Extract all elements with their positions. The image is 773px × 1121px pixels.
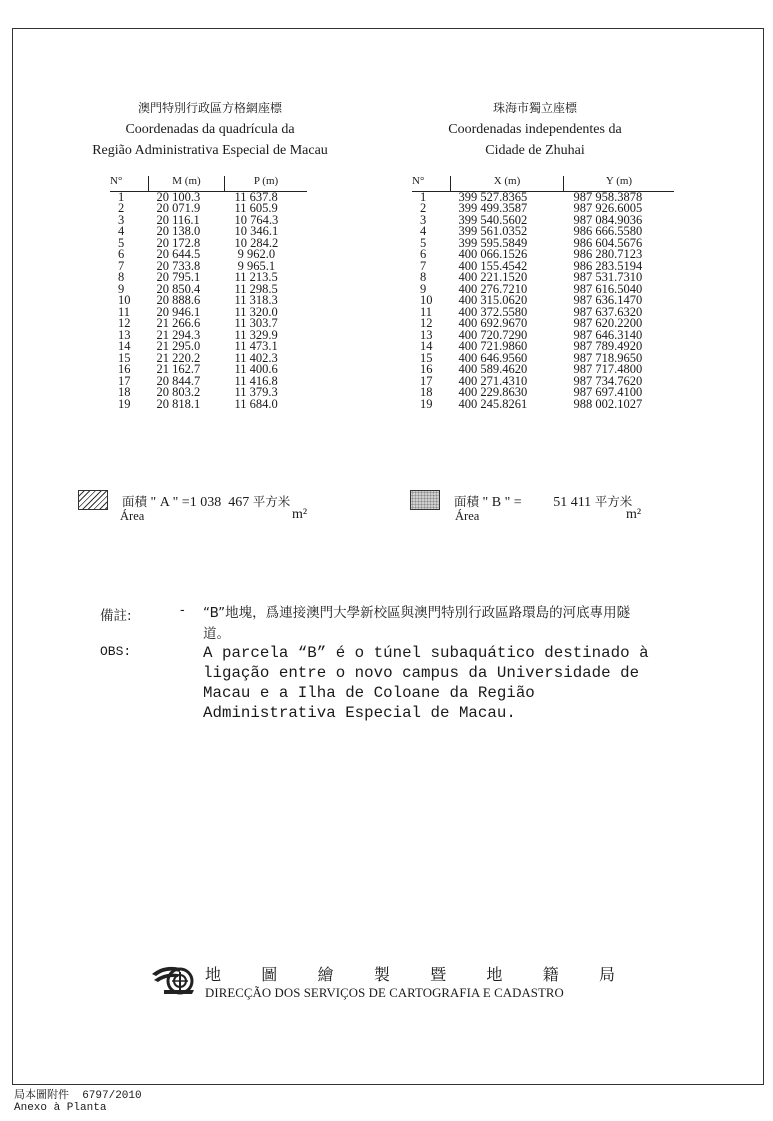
department-name-zh (205, 962, 615, 985)
macau-coord-row (110, 238, 307, 250)
macau-coordinates-table (110, 176, 307, 410)
macau-coord-cell: 11 400.6 (234, 362, 278, 376)
zhuhai-coord-cell: 987 637.6320 (573, 304, 643, 319)
zhuhai-coord-cell: 987 620.2200 (573, 316, 643, 330)
zhuhai-coord-cell: 986 280.7123 (573, 247, 643, 261)
zhuhai-coord-cell: 16 (420, 362, 433, 376)
dscc-logo-icon (150, 962, 198, 996)
department-zh-char: 籍 (542, 965, 559, 984)
col-header-n: N° (412, 176, 451, 191)
macau-coord-cell: 20 946.1 (156, 304, 201, 319)
macau-coord-cell: 11 303.7 (234, 316, 278, 330)
zhuhai-coord-cell: 15 (420, 350, 433, 365)
macau-coord-cell: 11 416.8 (234, 373, 278, 388)
footer-zh: 局本圖附件 (14, 1088, 69, 1101)
zhuhai-coord-cell: 11 (420, 304, 433, 319)
macau-coord-cell: 10 764.3 (234, 212, 279, 227)
macau-coord-cell: 11 379.3 (234, 385, 278, 399)
macau-coord-cell: 11 (118, 304, 131, 319)
macau-coord-cell: 20 116.1 (156, 212, 200, 227)
header-macau-zh: 澳門特別行政區方格網座標 (137, 101, 282, 115)
zhuhai-coord-cell: 12 (420, 316, 433, 330)
zhuhai-coord-cell: 400 720.7290 (458, 327, 528, 342)
department-zh-char: 圖 (261, 965, 278, 984)
zhuhai-coord-cell: 400 155.4542 (458, 258, 528, 273)
zhuhai-coord-cell: 987 734.7620 (573, 373, 643, 388)
department-zh-char: 地 (486, 965, 503, 984)
zhuhai-coord-cell: 988 002.1027 (573, 396, 643, 411)
zhuhai-coord-cell: 1 (420, 189, 427, 204)
header-macau-line2: Região Administrativa Especial de Macau (92, 143, 328, 158)
col-header-n: N° (110, 176, 149, 191)
area-a-unit: m² (292, 507, 308, 522)
zhuhai-coord-cell: 987 084.9036 (573, 212, 643, 227)
zhuhai-coord-cell: 987 789.4920 (573, 339, 643, 353)
footer-annex (14, 1089, 142, 1114)
zhuhai-coord-cell: 399 527.8365 (458, 189, 528, 204)
zhuhai-coord-cell: 400 589.4620 (458, 362, 528, 376)
header-zhuhai-line1: Coordenadas independentes da (448, 122, 622, 137)
zhuhai-coord-cell: 14 (420, 339, 433, 353)
zhuhai-coord-cell: 8 (420, 270, 427, 284)
macau-coord-cell: 20 803.2 (156, 385, 201, 399)
department-zh-char: 繪 (317, 965, 334, 984)
zhuhai-coord-cell: 17 (420, 373, 433, 388)
macau-coord-cell: 20 071.9 (156, 201, 201, 215)
zhuhai-coord-cell: 987 926.6005 (573, 201, 643, 215)
notes-pt-text: A parcela “B” é o túnel subaquático destinado à ligação entre o novo campus da Universidade de Macau e a Ilha de Coloane da Região Administrativa Especial de Macau. (203, 644, 649, 722)
zhuhai-coordinates-table (412, 176, 674, 410)
zhuhai-coord-cell: 987 958.3878 (573, 189, 643, 204)
area-b-parcel: " B " (482, 495, 511, 510)
macau-coord-cell: 11 329.9 (234, 327, 278, 342)
zhuhai-coord-cell: 986 283.5194 (573, 258, 643, 273)
zhuhai-coord-cell: 399 540.5602 (458, 212, 528, 227)
zhuhai-coord-cell: 987 531.7310 (573, 270, 643, 284)
department-name-pt: DIRECÇÃO DOS SERVIÇOS DE CARTOGRAFIA E CADASTRO (205, 986, 564, 1000)
macau-coord-row (110, 249, 307, 261)
zhuhai-coord-cell: 987 636.1470 (573, 293, 643, 307)
macau-coord-cell: 17 (118, 373, 131, 388)
department-zh-char: 暨 (430, 965, 447, 984)
macau-coord-cell: 2 (118, 201, 125, 215)
parcel-b-dotted-swatch (410, 490, 440, 510)
parcel-a-hatch-swatch (78, 490, 108, 510)
macau-coord-cell: 4 (118, 224, 125, 238)
header-macau-line1: Coordenadas da quadrícula da (125, 122, 295, 137)
macau-coord-cell: 20 644.5 (156, 247, 201, 261)
macau-coord-cell: 20 888.6 (156, 293, 201, 307)
macau-coord-cell: 20 844.7 (156, 373, 201, 388)
zhuhai-coord-cell: 7 (420, 258, 427, 273)
zhuhai-coord-cell: 2 (420, 201, 427, 215)
zhuhai-coord-cell: 400 229.8630 (458, 385, 528, 399)
macau-coord-cell: 9 962.0 (234, 247, 276, 261)
area-b-pt-label: Área (455, 509, 480, 523)
area-a-pt-label: Área (120, 509, 145, 523)
macau-coord-cell: 21 220.2 (156, 350, 201, 365)
macau-coord-cell: 20 172.8 (156, 235, 201, 250)
col-header-x: X (m) (451, 176, 564, 191)
macau-coord-cell: 5 (118, 235, 125, 250)
zhuhai-coord-row (412, 399, 674, 411)
header-zhuhai-grid (420, 98, 650, 161)
macau-coord-cell: 20 138.0 (156, 224, 201, 238)
zhuhai-coord-cell: 9 (420, 281, 427, 296)
zhuhai-coord-cell: 5 (420, 235, 427, 250)
header-macau-grid (60, 98, 360, 161)
macau-coord-cell: 11 320.0 (234, 304, 278, 319)
zhuhai-coord-cell: 19 (420, 396, 433, 411)
zhuhai-coord-cell: 400 276.7210 (458, 281, 528, 296)
zhuhai-coord-cell: 986 666.5580 (573, 224, 643, 238)
zhuhai-coord-cell: 10 (420, 293, 433, 307)
notes-dash: - (180, 603, 185, 618)
area-a-parcel: " A " (150, 495, 179, 510)
zhuhai-coord-cell: 399 595.5849 (458, 235, 528, 250)
footer-pt: Anexo à Planta (14, 1102, 107, 1114)
macau-coord-cell: 11 637.8 (234, 189, 278, 204)
area-a-value: 1 038 467 (189, 495, 250, 510)
area-a-zh-label: 面積 (122, 494, 148, 509)
macau-coord-cell: 10 (118, 293, 131, 307)
macau-coord-cell: 16 (118, 362, 131, 376)
macau-coord-cell: 14 (118, 339, 131, 353)
zhuhai-coord-cell: 400 372.5580 (458, 304, 528, 319)
macau-coord-cell: 11 213.5 (234, 270, 278, 284)
macau-coord-cell: 11 298.5 (234, 281, 278, 296)
zhuhai-coord-cell: 13 (420, 327, 433, 342)
macau-coord-cell: 15 (118, 350, 131, 365)
macau-coord-cell: 9 965.1 (234, 258, 276, 273)
macau-coord-cell: 20 795.1 (156, 270, 201, 284)
zhuhai-coord-cell: 987 697.4100 (573, 385, 643, 399)
col-header-m: M (m) (149, 176, 225, 191)
macau-coord-cell: 21 294.3 (156, 327, 201, 342)
macau-coord-cell: 11 318.3 (234, 293, 278, 307)
macau-coord-cell: 21 162.7 (156, 362, 201, 376)
department-zh-char: 地 (205, 965, 222, 984)
col-header-p: P (m) (225, 176, 308, 191)
macau-coord-cell: 6 (118, 247, 125, 261)
macau-coord-cell: 20 818.1 (156, 396, 201, 411)
notes-obs-label: OBS: (100, 644, 132, 659)
header-zhuhai-zh: 珠海市獨立座標 (492, 101, 577, 115)
zhuhai-coord-cell: 400 271.4310 (458, 373, 528, 388)
macau-coord-row (110, 399, 307, 411)
macau-coord-cell: 19 (118, 396, 131, 411)
macau-coord-cell: 20 850.4 (156, 281, 201, 296)
zhuhai-coord-cell: 6 (420, 247, 427, 261)
macau-coord-cell: 21 266.6 (156, 316, 201, 330)
zhuhai-coord-cell: 400 066.1526 (458, 247, 528, 261)
department-zh-char: 局 (598, 965, 615, 984)
macau-coord-cell: 20 100.3 (156, 189, 201, 204)
zhuhai-coord-cell: 400 646.9560 (458, 350, 528, 365)
zhuhai-coord-cell: 987 718.9650 (573, 350, 643, 365)
zhuhai-coord-cell: 987 646.3140 (573, 327, 643, 342)
zhuhai-coord-cell: 3 (420, 212, 427, 227)
zhuhai-coord-cell: 4 (420, 224, 427, 238)
area-b-eq: = (513, 495, 522, 510)
zhuhai-coord-cell: 400 315.0620 (458, 293, 528, 307)
zhuhai-coord-cell: 400 245.8261 (458, 396, 528, 411)
macau-coord-cell: 3 (118, 212, 125, 227)
area-b-unit: m² (626, 507, 642, 522)
header-zhuhai-line2: Cidade de Zhuhai (485, 143, 585, 158)
macau-coord-cell: 20 733.8 (156, 258, 201, 273)
macau-coord-cell: 9 (118, 281, 125, 296)
zhuhai-coord-cell: 400 221.1520 (458, 270, 528, 284)
macau-coord-cell: 11 402.3 (234, 350, 278, 365)
zhuhai-coord-cell: 987 717.4800 (573, 362, 643, 376)
area-b-unit-zh: 平方米 (594, 494, 633, 509)
zhuhai-coord-cell: 399 499.3587 (458, 201, 528, 215)
macau-coord-cell: 13 (118, 327, 131, 342)
department-zh-char: 製 (373, 965, 390, 984)
macau-coord-cell: 10 284.2 (234, 235, 279, 250)
area-a-line (122, 492, 290, 511)
macau-coord-cell: 18 (118, 385, 131, 399)
area-b-value: 51 411 (553, 495, 592, 510)
notes-zh-text: “B”地塊，爲連接澳門大學新校區與澳門特別行政區路環島的河底專用隧道。 (203, 605, 631, 642)
zhuhai-coord-cell: 400 692.9670 (458, 316, 528, 330)
macau-coord-cell: 11 684.0 (234, 396, 278, 411)
macau-coord-cell: 8 (118, 270, 125, 284)
notes-zh-label: 備註: (100, 608, 132, 624)
col-header-y: Y (m) (564, 176, 675, 191)
macau-coord-cell: 12 (118, 316, 131, 330)
zhuhai-coord-cell: 399 561.0352 (458, 224, 528, 238)
area-a-unit-zh: 平方米 (252, 494, 291, 509)
footer-number: 6797/2010 (82, 1090, 142, 1102)
zhuhai-coord-cell: 18 (420, 385, 433, 399)
macau-coord-cell: 1 (118, 189, 125, 204)
zhuhai-coord-cell: 986 604.5676 (573, 235, 643, 250)
area-b-zh-label: 面積 (454, 494, 480, 509)
macau-coord-cell: 10 346.1 (234, 224, 279, 238)
zhuhai-coord-cell: 400 721.9860 (458, 339, 528, 353)
macau-coord-cell: 7 (118, 258, 125, 273)
macau-coord-cell: 11 473.1 (234, 339, 278, 353)
zhuhai-coord-cell: 987 616.5040 (573, 281, 643, 296)
area-a-eq: = (181, 495, 190, 510)
macau-coord-cell: 21 295.0 (156, 339, 201, 353)
macau-coord-cell: 11 605.9 (234, 201, 278, 215)
area-b-line (454, 492, 632, 511)
